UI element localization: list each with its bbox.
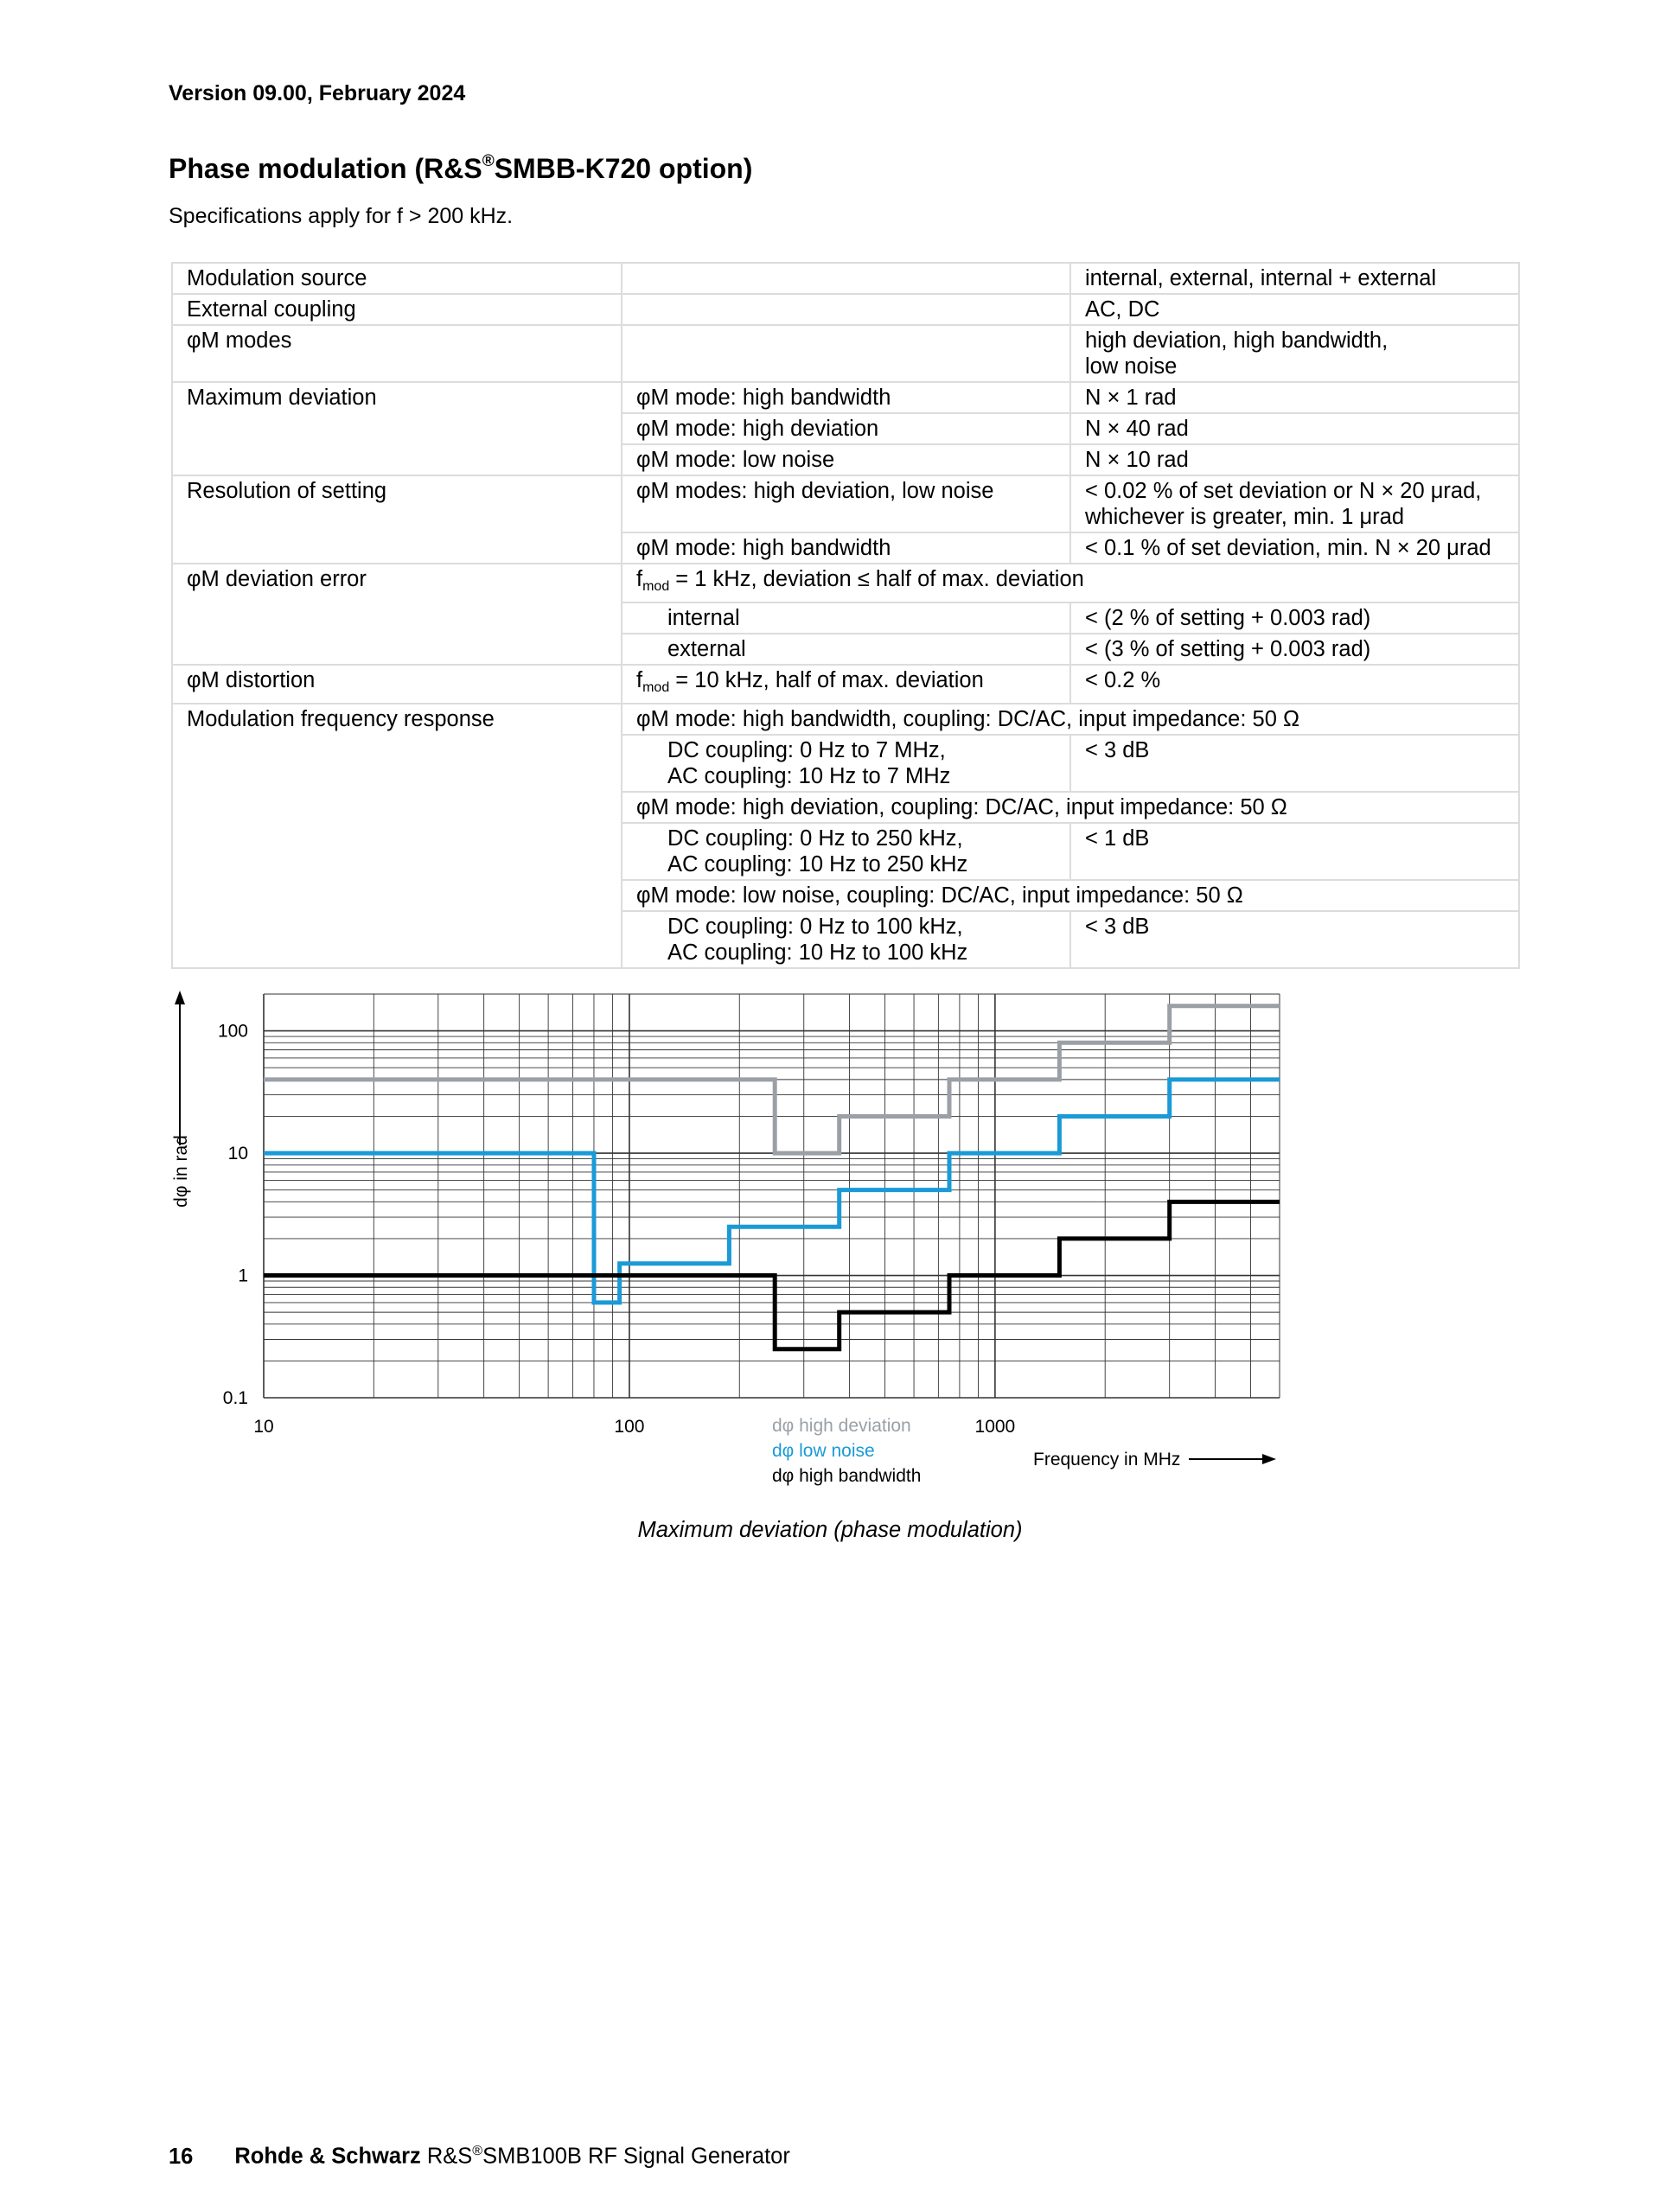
- series-line: [264, 1080, 1280, 1303]
- row-label: Resolution of setting: [172, 475, 622, 532]
- row-label: [172, 880, 622, 911]
- row-condition: [622, 325, 1070, 382]
- footer-product-prefix: R&S: [426, 2144, 473, 2169]
- table-row: [172, 792, 1519, 823]
- table-row: [172, 564, 1519, 602]
- row-label: φM deviation error: [172, 564, 622, 602]
- row-condition: [622, 823, 1070, 880]
- row-condition: φM mode: high deviation, coupling: DC/AC, input impedance: 50 Ω: [622, 792, 1519, 823]
- table-row: [172, 532, 1519, 564]
- row-condition: φM mode: high deviation: [622, 413, 1070, 444]
- condition-text: = 1 kHz, deviation ≤ half of max. deviation: [669, 567, 1084, 591]
- title-reg: ®: [482, 152, 495, 171]
- row-condition: [622, 665, 1070, 704]
- row-label: [172, 532, 622, 564]
- table-row: [172, 880, 1519, 911]
- table-row: [172, 413, 1519, 444]
- f-subscript: mod: [642, 680, 670, 695]
- row-condition: external: [622, 634, 1070, 665]
- chart-caption: Maximum deviation (phase modulation): [637, 1518, 1023, 1542]
- deviation-chart: [156, 977, 1297, 1495]
- y-tick-label: 100: [217, 1021, 248, 1042]
- value-line: DC coupling: 0 Hz to 250 kHz,: [667, 826, 963, 851]
- row-value: < 3 dB: [1070, 735, 1519, 792]
- spec-note: Specifications apply for f > 200 kHz.: [169, 204, 514, 228]
- table-row: [172, 704, 1519, 735]
- row-label: [172, 444, 622, 475]
- row-condition: φM mode: low noise: [622, 444, 1070, 475]
- title-suffix: SMBB-K720 option): [494, 153, 753, 184]
- footer-product-suffix: SMB100B RF Signal Generator: [482, 2144, 790, 2169]
- row-condition: φM mode: low noise, coupling: DC/AC, input impedance: 50 Ω: [622, 880, 1519, 911]
- legend-entry: dφ high deviation: [772, 1416, 911, 1436]
- legend-entry: dφ low noise: [772, 1441, 875, 1461]
- value-line: AC coupling: 10 Hz to 7 MHz: [667, 764, 951, 788]
- row-value: < 0.2 %: [1070, 665, 1519, 704]
- row-condition: [622, 735, 1070, 792]
- x-tick-label: 100: [614, 1417, 645, 1437]
- y-axis-label: dφ in rad: [171, 1135, 191, 1208]
- table-row: [172, 263, 1519, 294]
- footer-reg: ®: [472, 2144, 483, 2158]
- value-line: whichever is greater, min. 1 μrad: [1085, 505, 1405, 529]
- title-prefix: Phase modulation (R&S: [169, 153, 482, 184]
- row-label: [172, 735, 622, 792]
- row-condition: φM modes: high deviation, low noise: [622, 475, 1070, 532]
- row-value: < 0.1 % of set deviation, min. N × 20 μrad: [1070, 532, 1519, 564]
- table-row: [172, 382, 1519, 413]
- value-line: low noise: [1085, 354, 1178, 379]
- row-condition: [622, 263, 1070, 294]
- value-line: AC coupling: 10 Hz to 250 kHz: [667, 852, 968, 877]
- row-value: < (3 % of setting + 0.003 rad): [1070, 634, 1519, 665]
- page-number: 16: [169, 2144, 194, 2169]
- x-axis-label: Frequency in MHz: [1033, 1450, 1181, 1469]
- page-footer: [169, 2144, 790, 2170]
- row-label: [172, 911, 622, 968]
- row-label: Modulation source: [172, 263, 622, 294]
- row-label: φM distortion: [172, 665, 622, 704]
- row-label: [172, 792, 622, 823]
- x-tick-label: 10: [253, 1417, 274, 1437]
- table-row: [172, 294, 1519, 325]
- row-condition: φM mode: high bandwidth: [622, 532, 1070, 564]
- row-label: [172, 634, 622, 665]
- table-row: [172, 665, 1519, 704]
- row-value: < (2 % of setting + 0.003 rad): [1070, 602, 1519, 634]
- row-value: internal, external, internal + external: [1070, 263, 1519, 294]
- table-row: [172, 634, 1519, 665]
- value-line: high deviation, high bandwidth,: [1085, 328, 1389, 353]
- footer-brand: Rohde & Schwarz: [234, 2144, 421, 2169]
- x-axis-arrowhead: [1262, 1454, 1276, 1464]
- row-condition: [622, 294, 1070, 325]
- row-condition: internal: [622, 602, 1070, 634]
- table-row: [172, 735, 1519, 792]
- x-tick-label: 1000: [974, 1417, 1016, 1437]
- table-row: [172, 444, 1519, 475]
- row-value: < 1 dB: [1070, 823, 1519, 880]
- table-row: [172, 911, 1519, 968]
- value-line: DC coupling: 0 Hz to 7 MHz,: [667, 738, 946, 762]
- table-row: [172, 325, 1519, 382]
- row-label: External coupling: [172, 294, 622, 325]
- row-value: [1070, 475, 1519, 532]
- row-label: φM modes: [172, 325, 622, 382]
- version-header: Version 09.00, February 2024: [169, 81, 466, 105]
- value-line: DC coupling: 0 Hz to 100 kHz,: [667, 915, 963, 939]
- row-label: [172, 602, 622, 634]
- y-tick-label: 1: [238, 1265, 248, 1286]
- row-value: [1070, 325, 1519, 382]
- row-condition: [622, 564, 1519, 602]
- y-axis-arrowhead: [175, 991, 185, 1004]
- legend-entry: dφ high bandwidth: [772, 1466, 922, 1486]
- row-value: N × 10 rad: [1070, 444, 1519, 475]
- row-label: [172, 413, 622, 444]
- f-subscript: mod: [642, 579, 670, 594]
- spec-table: [171, 262, 1520, 969]
- row-condition: φM mode: high bandwidth, coupling: DC/AC, input impedance: 50 Ω: [622, 704, 1519, 735]
- section-title: [169, 153, 752, 185]
- row-value: < 3 dB: [1070, 911, 1519, 968]
- table-row: [172, 823, 1519, 880]
- condition-text: = 10 kHz, half of max. deviation: [669, 668, 984, 692]
- row-value: AC, DC: [1070, 294, 1519, 325]
- row-value: N × 40 rad: [1070, 413, 1519, 444]
- row-label: Maximum deviation: [172, 382, 622, 413]
- row-label: Modulation frequency response: [172, 704, 622, 735]
- row-condition: φM mode: high bandwidth: [622, 382, 1070, 413]
- table-row: [172, 475, 1519, 532]
- f-symbol: f: [636, 567, 643, 591]
- row-condition: [622, 911, 1070, 968]
- table-row: [172, 602, 1519, 634]
- y-tick-label: 0.1: [222, 1388, 248, 1408]
- value-line: AC coupling: 10 Hz to 100 kHz: [667, 940, 968, 965]
- value-line: < 0.02 % of set deviation or N × 20 μrad,: [1085, 479, 1482, 503]
- chart-svg: [156, 977, 1297, 1495]
- row-value: N × 1 rad: [1070, 382, 1519, 413]
- f-symbol: f: [636, 668, 643, 692]
- row-label: [172, 823, 622, 880]
- y-tick-label: 10: [227, 1144, 248, 1164]
